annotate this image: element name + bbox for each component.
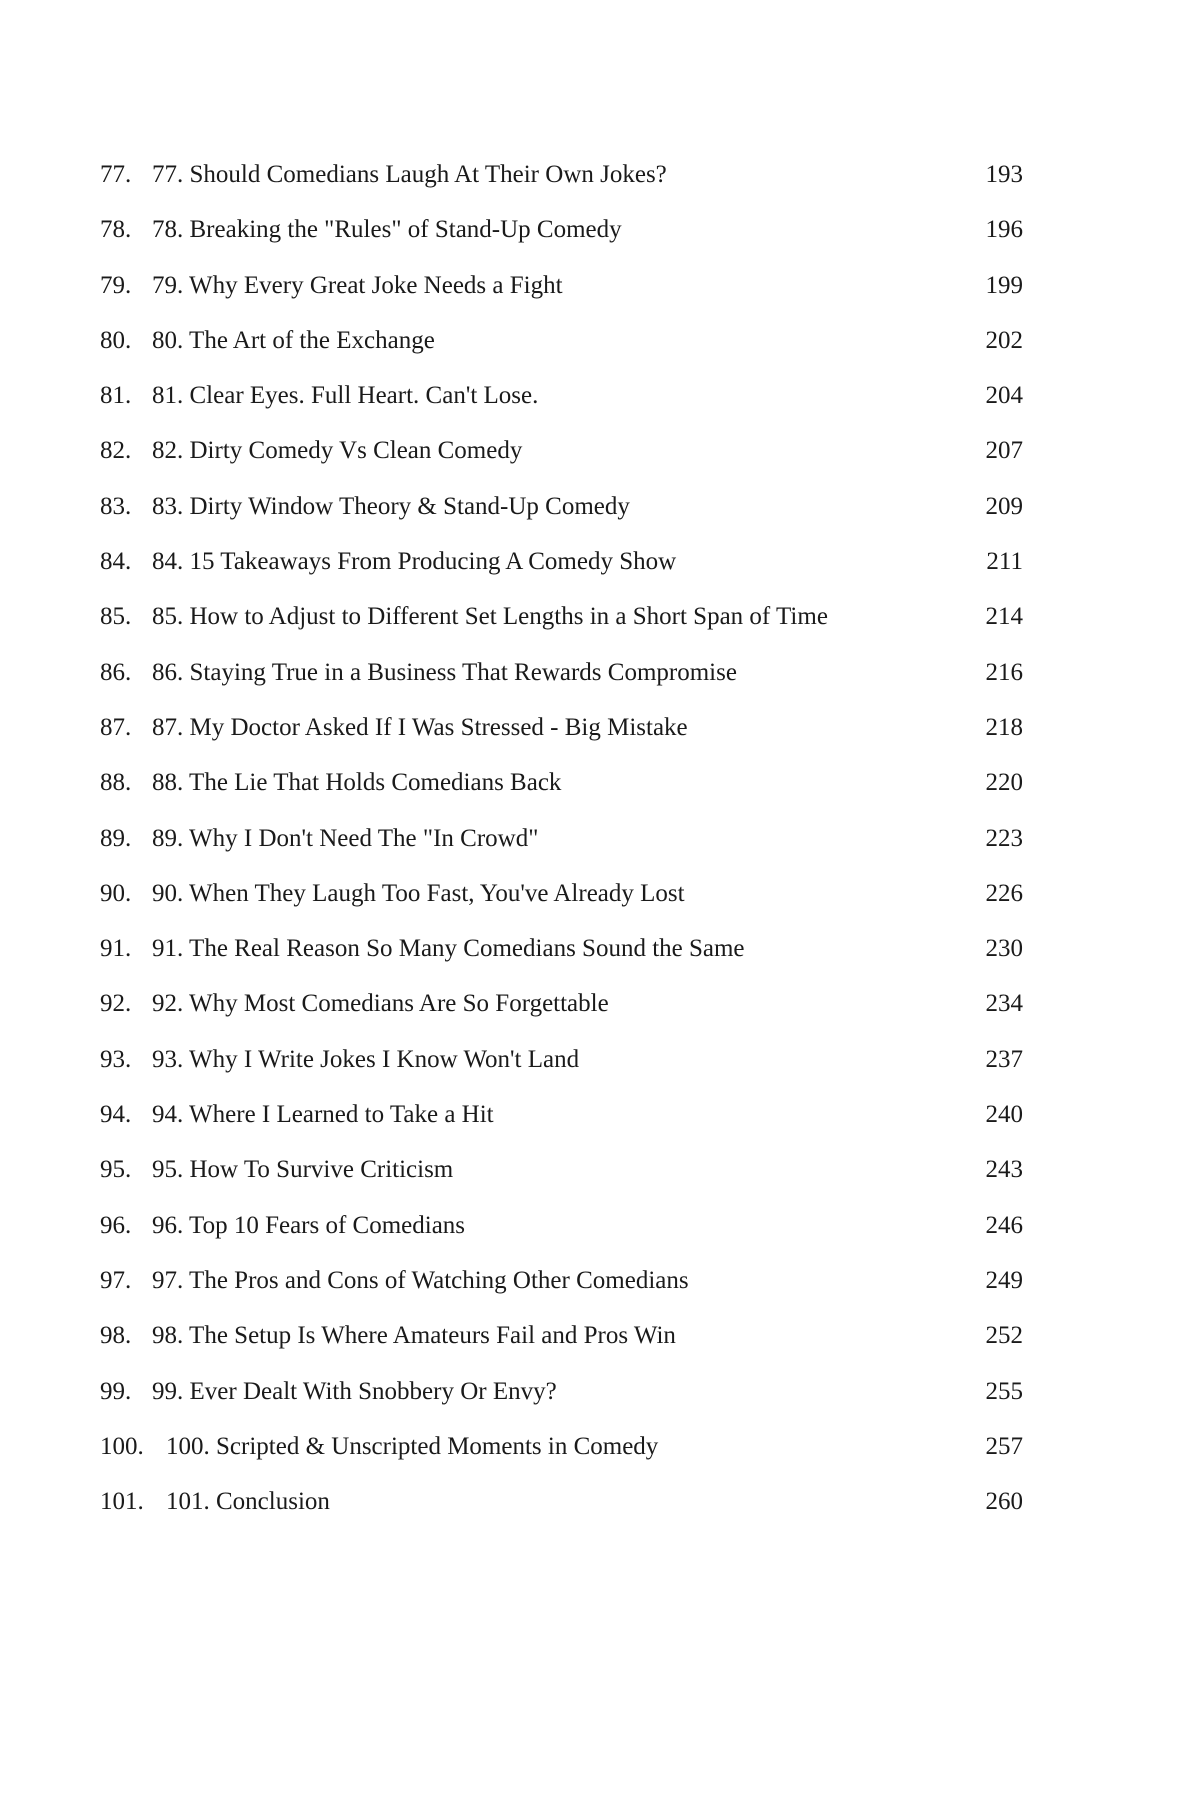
toc-entry-page: 199 (985, 271, 1023, 299)
toc-entry-page: 216 (985, 658, 1023, 686)
toc-entry-number: 98. (100, 1322, 132, 1350)
toc-entry-title: 77. Should Comedians Laugh At Their Own Jokes? (152, 161, 667, 188)
toc-entry-title: 88. The Lie That Holds Comedians Back (152, 769, 562, 797)
toc-entry-title: 83. Dirty Window Theory & Stand-Up Comedy (152, 492, 630, 520)
toc-entry-title: 93. Why I Write Jokes I Know Won't Land (152, 1045, 580, 1073)
toc-entry-number: 95. (100, 1156, 132, 1184)
toc-entry[interactable] (100, 547, 1023, 602)
toc-entry-number: 79. (100, 271, 132, 299)
toc-entry[interactable] (100, 1045, 1023, 1100)
toc-entry-page: 204 (985, 382, 1023, 410)
toc-entry[interactable] (100, 824, 1023, 879)
toc-entry-number: 97. (100, 1266, 132, 1294)
toc-entry-number: 87. (100, 713, 132, 741)
toc-entry-title: 91. The Real Reason So Many Comedians Sound the Same (152, 935, 745, 963)
toc-entry-title: 92. Why Most Comedians Are So Forgettable (152, 990, 609, 1018)
toc-entry-page: 243 (985, 1156, 1023, 1184)
toc-entry-number: 86. (100, 658, 132, 686)
toc-entry-number: 99. (100, 1377, 132, 1405)
toc-entry[interactable] (100, 271, 1023, 326)
toc-entry-number: 85. (100, 603, 132, 631)
toc-entry[interactable] (100, 1211, 1023, 1266)
toc-entry[interactable] (100, 989, 1023, 1044)
toc-entry-page: 260 (985, 1488, 1023, 1516)
toc-entry-title: 78. Breaking the "Rules" of Stand-Up Comedy (152, 216, 622, 244)
toc-entry-title: 101. Conclusion (166, 1488, 330, 1516)
toc-entry-number: 88. (100, 769, 132, 797)
toc-entry-page: 255 (985, 1377, 1023, 1405)
toc-entry-page: 252 (985, 1322, 1023, 1350)
toc-entry-title: 90. When They Laugh Too Fast, You've Already Lost (152, 879, 685, 907)
toc-entry-page: 196 (985, 216, 1023, 244)
toc-entry[interactable] (100, 602, 1023, 657)
toc-entry[interactable] (100, 436, 1023, 491)
toc-entry-page: 209 (985, 492, 1023, 520)
toc-entry-number: 82. (100, 437, 132, 465)
toc-entry-title: 82. Dirty Comedy Vs Clean Comedy (152, 437, 523, 465)
toc-entry-title: 81. Clear Eyes. Full Heart. Can't Lose. (152, 382, 539, 410)
toc-entry[interactable] (100, 1432, 1023, 1487)
toc-entry-page: 220 (985, 769, 1023, 797)
toc-entry-number: 90. (100, 879, 132, 907)
toc-entry-page: 237 (985, 1045, 1023, 1073)
toc-entry-number: 78. (100, 216, 132, 244)
toc-entry-page: 246 (985, 1211, 1023, 1239)
toc-entry-number: 80. (100, 326, 132, 354)
toc-entry-title: 97. The Pros and Cons of Watching Other Comedians (152, 1266, 689, 1294)
toc-entry[interactable] (100, 492, 1023, 547)
toc-entry[interactable] (100, 1100, 1023, 1155)
toc-entry-page: 218 (985, 713, 1023, 741)
toc-entry-number: 91. (100, 935, 132, 963)
toc-entry-page: 234 (985, 990, 1023, 1018)
toc-entry[interactable] (100, 381, 1023, 436)
toc-entry[interactable] (100, 1377, 1023, 1432)
toc-entry-title: 95. How To Survive Criticism (152, 1156, 454, 1184)
toc-entry-number: 92. (100, 990, 132, 1018)
toc-entry-title: 98. The Setup Is Where Amateurs Fail and Pros Win (152, 1322, 676, 1350)
toc-entry-title: 86. Staying True in a Business That Rewards Compromise (152, 658, 737, 686)
toc-entry[interactable] (100, 713, 1023, 768)
toc-entry-number: 84. (100, 548, 132, 576)
toc-entry-number: 93. (100, 1045, 132, 1073)
toc-entry-title: 79. Why Every Great Joke Needs a Fight (152, 271, 563, 299)
toc-entry[interactable] (100, 1266, 1023, 1321)
toc-entry-number: 101. (100, 1488, 144, 1516)
toc-entry[interactable] (100, 326, 1023, 381)
toc-entry-title: 89. Why I Don't Need The "In Crowd" (152, 824, 539, 852)
toc-entry-number: 89. (100, 824, 132, 852)
toc-entry[interactable] (100, 160, 1023, 215)
toc-entry-title: 80. The Art of the Exchange (152, 326, 435, 354)
toc-entry[interactable] (100, 215, 1023, 270)
toc-entry-title: 85. How to Adjust to Different Set Lengths in a Short Span of Time (152, 603, 828, 631)
toc-entry-title: 94. Where I Learned to Take a Hit (152, 1101, 494, 1129)
toc-entry-title: 100. Scripted & Unscripted Moments in Comedy (166, 1432, 659, 1460)
table-of-contents (100, 160, 1023, 1542)
toc-entry[interactable] (100, 1155, 1023, 1210)
toc-entry[interactable] (100, 1321, 1023, 1376)
toc-entry[interactable] (100, 1487, 1023, 1542)
toc-entry[interactable] (100, 879, 1023, 934)
toc-entry-page: 211 (986, 548, 1023, 576)
toc-entry-page: 230 (985, 935, 1023, 963)
toc-entry-number: 83. (100, 492, 132, 520)
toc-entry-number: 100. (100, 1432, 144, 1460)
toc-entry-number: 96. (100, 1211, 132, 1239)
toc-entry-page: 193 (985, 161, 1023, 188)
toc-entry-page: 226 (985, 879, 1023, 907)
toc-entry-page: 257 (985, 1432, 1023, 1460)
toc-entry-page: 207 (985, 437, 1023, 465)
toc-entry-page: 202 (985, 326, 1023, 354)
toc-entry-number: 81. (100, 382, 132, 410)
toc-entry-page: 240 (985, 1101, 1023, 1129)
toc-entry[interactable] (100, 934, 1023, 989)
toc-entry-title: 84. 15 Takeaways From Producing A Comedy Show (152, 548, 677, 576)
toc-entry-number: 94. (100, 1101, 132, 1129)
toc-entry-page: 249 (985, 1266, 1023, 1294)
toc-entry-page: 223 (985, 824, 1023, 852)
toc-entry-title: 99. Ever Dealt With Snobbery Or Envy? (152, 1377, 557, 1405)
toc-entry-page: 214 (985, 603, 1023, 631)
toc-entry-number: 77. (100, 161, 132, 188)
toc-entry-title: 96. Top 10 Fears of Comedians (152, 1211, 466, 1239)
toc-entry-title: 87. My Doctor Asked If I Was Stressed - Big Mistake (152, 713, 688, 741)
toc-entry[interactable] (100, 768, 1023, 823)
toc-entry[interactable] (100, 658, 1023, 713)
